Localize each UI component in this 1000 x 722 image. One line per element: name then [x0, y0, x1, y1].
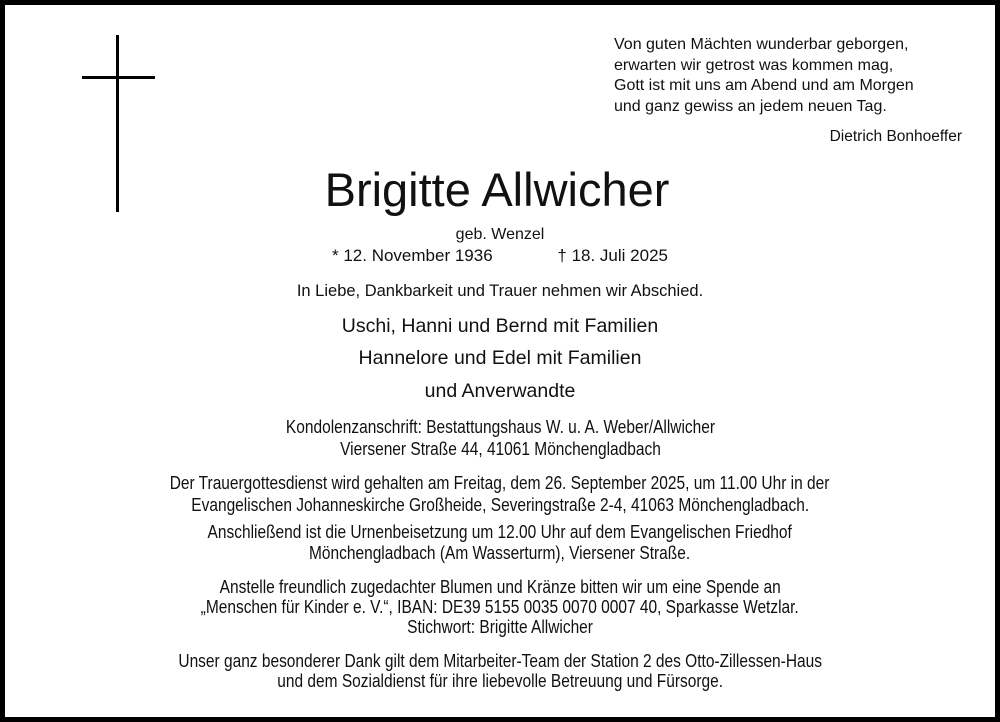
- poem: [614, 35, 914, 117]
- birth-name: geb. Wenzel: [455, 226, 545, 243]
- mourner-line: Uschi, Hanni und Bernd mit Familien: [341, 315, 659, 337]
- donation-line: Stichwort: Brigitte Allwicher: [407, 617, 593, 637]
- service-line: Der Trauergottesdienst wird gehalten am Freitag, dem 26. September 2025, um 11.00 Uhr in der: [170, 473, 830, 493]
- donation-line: Anstelle freundlich zugedachter Blumen und Kränze bitten wir um eine Spende an: [219, 577, 781, 597]
- burial-line: Anschließend ist die Urnenbeisetzung um 12.00 Uhr auf dem Evangelischen Friedhof: [207, 522, 793, 542]
- poem-author: Dietrich Bonhoeffer: [829, 128, 962, 145]
- poem-line: und ganz gewiss an jedem neuen Tag.: [614, 97, 887, 115]
- birth-date: * 12. November 1936: [332, 246, 493, 265]
- burial-line: Mönchengladbach (Am Wasserturm), Viersener Straße.: [309, 543, 691, 563]
- service-line: Evangelischen Johanneskirche Großheide, Severingstraße 2-4, 41063 Mönchengladbach.: [191, 495, 809, 515]
- death-date: † 18. Juli 2025: [557, 246, 668, 265]
- farewell-text: In Liebe, Dankbarkeit und Trauer nehmen wir Abschied.: [296, 282, 704, 300]
- thanks-line: Unser ganz besonderer Dank gilt dem Mitarbeiter-Team der Station 2 des Otto-Zillessen-Haus: [178, 651, 822, 671]
- deceased-name: Brigitte Allwicher: [324, 163, 670, 216]
- dates: [0, 246, 1000, 266]
- address-line: Viersener Straße 44, 41061 Mönchengladbach: [339, 439, 661, 459]
- poem-line: erwarten wir getrost was kommen mag,: [614, 56, 894, 74]
- address-line: Kondolenzanschrift: Bestattungshaus W. u. A. Weber/Allwicher: [285, 417, 715, 437]
- mourner-line: und Anverwandte: [424, 380, 576, 402]
- donation-line: „Menschen für Kinder e. V.“, IBAN: DE39 5155 0035 0070 0007 40, Sparkasse Wetzlar.: [200, 597, 800, 617]
- mourner-line: Hannelore und Edel mit Familien: [358, 347, 642, 369]
- thanks-line: und dem Sozialdienst für ihre liebevolle Betreuung und Fürsorge.: [277, 671, 723, 691]
- poem-line: Gott ist mit uns am Abend und am Morgen: [614, 77, 914, 94]
- poem-line: Von guten Mächten wunderbar geborgen,: [614, 36, 909, 53]
